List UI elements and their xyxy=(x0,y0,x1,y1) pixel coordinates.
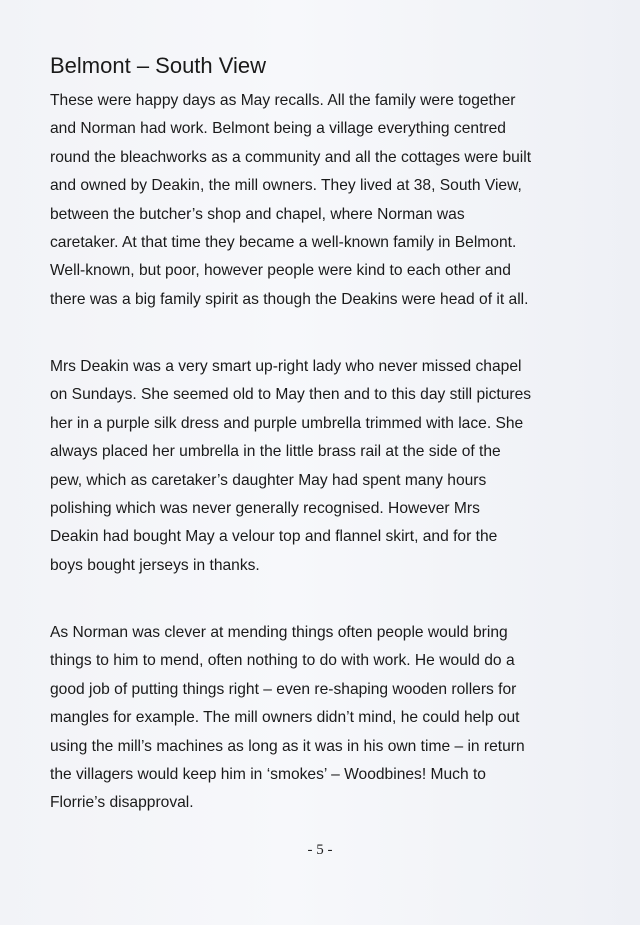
text-line: between the butcher’s shop and chapel, where Norman was xyxy=(50,205,465,223)
text-line: polishing which was never generally recognised. However Mrs xyxy=(50,500,480,518)
text-line: things to him to mend, often nothing to do with work. He would do a xyxy=(50,652,515,670)
paragraph-mrs-deakin xyxy=(50,353,580,580)
text-line: the villagers would keep him in ‘smokes’ – Woodbines! Much to xyxy=(50,766,486,784)
text-line: round the bleachworks as a community and all the cottages were built xyxy=(50,148,532,166)
text-line: and owned by Deakin, the mill owners. They lived at 38, South View, xyxy=(50,177,522,195)
text-line: boys bought jerseys in thanks. xyxy=(50,556,260,574)
text-line: always placed her umbrella in the little brass rail at the side of the xyxy=(50,443,501,461)
text-line: her in a purple silk dress and purple umbrella trimmed with lace. She xyxy=(50,414,524,432)
text-line: there was a big family spirit as though the Deakins were head of it all. xyxy=(50,290,529,308)
text-line: using the mill’s machines as long as it was in his own time – in return xyxy=(50,737,525,755)
paragraph-family-life xyxy=(50,87,580,314)
page-title: Belmont – South View xyxy=(50,53,267,78)
text-line: Well-known, but poor, however people were kind to each other and xyxy=(50,262,511,280)
text-line: caretaker. At that time they became a well-known family in Belmont. xyxy=(50,234,517,252)
paragraph-norman-mending xyxy=(50,619,580,818)
text-line: pew, which as caretaker’s daughter May had spent many hours xyxy=(50,471,487,489)
text-line: Florrie’s disapproval. xyxy=(50,794,194,812)
text-line: and Norman had work. Belmont being a village everything centred xyxy=(50,120,506,138)
text-line: These were happy days as May recalls. All the family were together xyxy=(50,92,516,109)
page-number: - 5 - xyxy=(307,842,333,858)
text-line: good job of putting things right – even re-shaping wooden rollers for xyxy=(50,680,517,698)
text-line: Deakin had bought May a velour top and flannel skirt, and for the xyxy=(50,528,498,546)
text-line: As Norman was clever at mending things often people would bring xyxy=(50,624,508,641)
text-line: on Sundays. She seemed old to May then and to this day still pictures xyxy=(50,386,532,404)
text-line: Mrs Deakin was a very smart up-right lady who never missed chapel xyxy=(50,358,522,375)
text-line: mangles for example. The mill owners didn’t mind, he could help out xyxy=(50,709,520,727)
